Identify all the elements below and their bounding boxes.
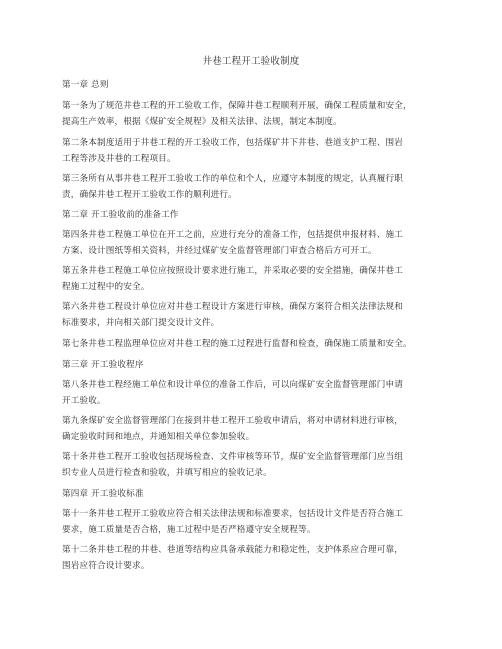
article-1 [62, 99, 448, 130]
document-title: 井巷工程开工验收制度 [202, 56, 300, 67]
text-line: 第三章 开工验收程序 [62, 360, 144, 370]
chapter-heading-4 [62, 487, 448, 503]
text-line: 第十一条井巷工程开工验收应符合相关法律法规和标准要求，包括设计文件是否符合施工 [62, 509, 404, 519]
article-11 [62, 507, 448, 538]
text-line: 围岩应符合设计要求。 [62, 560, 150, 571]
chapter-heading-3 [62, 358, 448, 374]
text-line: 提高生产效率，根据《煤矿安全规程》及相关法律、法规，制定本制度。 [62, 116, 342, 127]
article-3 [62, 172, 448, 203]
article-2 [62, 136, 448, 167]
text-line: 标准要求，并向相关部门提交设计文件。 [62, 317, 220, 328]
text-line: 第八条井巷工程经施工单位和设计单位的准备工作后，可以向煤矿安全监督管理部门申请 [62, 380, 404, 390]
article-12 [62, 543, 448, 574]
text-line: 方案、设计图纸等相关资料，并经过煤矿安全监督管理部门审查合格后方可开工。 [62, 245, 377, 256]
text-line: 责，确保井巷工程开工验收工作的顺利进行。 [62, 189, 237, 200]
text-line: 要求，施工质量是否合格，施工过程中是否严格遵守安全规程等。 [62, 524, 316, 535]
text-line: 第五条井巷工程施工单位应按照设计要求进行施工，并采取必要的安全措施，确保井巷工 [62, 266, 404, 276]
text-line: 程施工过程中的安全。 [62, 281, 150, 292]
text-line: 第二章 开工验收前的准备工作 [62, 210, 179, 220]
text-line: 织专业人员进行检查和验收，并填写相应的验收记录。 [62, 467, 272, 478]
text-line: 第二条本制度适用于井巷工程的开工验收工作，包括煤矿井下井巷、巷道支护工程、围岩 [62, 138, 404, 148]
text-line: 开工验收。 [62, 395, 106, 406]
text-line: 第四章 开工验收标准 [62, 489, 144, 499]
chapter-heading-2 [62, 208, 448, 224]
text-line: 第四条井巷工程施工单位在开工之前，应进行充分的准备工作，包括提供申报材料、施工 [62, 230, 404, 240]
article-9 [62, 414, 448, 445]
text-line: 确定验收时间和地点，并通知相关单位参加验收。 [62, 431, 255, 442]
article-5 [62, 264, 448, 295]
text-line: 第七条井巷工程监理单位应对井巷工程的施工过程进行监督和检查，确保施工质量和安全。 [62, 339, 412, 349]
article-8 [62, 378, 448, 409]
text-line: 第三条所有从事井巷工程开工验收工作的单位和个人，应遵守本制度的规定，认真履行职 [62, 174, 404, 184]
article-4 [62, 228, 448, 259]
text-line: 工程等涉及井巷的工程项目。 [62, 153, 176, 164]
text-line: 第一章 总则 [62, 80, 109, 90]
text-line: 第十二条井巷工程的井巷、巷道等结构应具备承载能力和稳定性，支护体系应合理可靠， [62, 545, 404, 555]
text-line: 第六条井巷工程设计单位应对井巷工程设计方案进行审核，确保方案符合相关法律法规和 [62, 302, 404, 312]
text-line: 第一条为了规范井巷工程的开工验收工作，保障井巷工程顺利开展，确保工程质量和安全， [62, 101, 412, 111]
article-7 [62, 337, 448, 353]
article-10 [62, 450, 448, 481]
text-line: 第九条煤矿安全监督管理部门在接到井巷工程开工验收申请后，将对申请材料进行审核， [62, 416, 404, 426]
article-6 [62, 300, 448, 331]
text-line: 第十条井巷工程开工验收包括现场检查、文件审核等环节，煤矿安全监督管理部门应当组 [62, 452, 404, 462]
chapter-heading-1 [62, 78, 448, 94]
